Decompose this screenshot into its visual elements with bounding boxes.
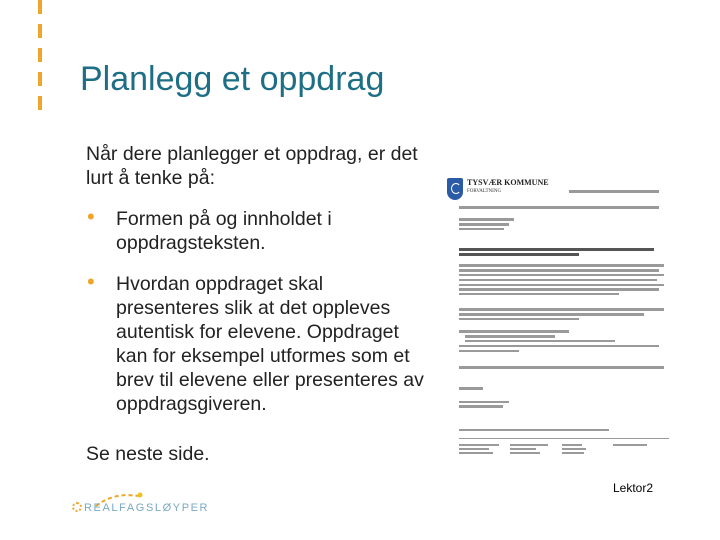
bullet-item (86, 269, 426, 416)
letter-footer (459, 438, 669, 456)
lektor-label: Lektor2 (613, 481, 654, 495)
slide-body (86, 142, 426, 433)
letter-signature-block (459, 385, 539, 410)
logo-text: REALFAGSLØYPER (84, 502, 210, 514)
decorative-dashes (38, 0, 44, 115)
letter-municipality: TYSVÆR KOMMUNE (467, 178, 549, 187)
bullet-text: Formen på og innholdet i oppdragsteksten. (116, 208, 332, 254)
slide-title: Planlegg et oppdrag (80, 60, 385, 98)
letter-department: FORVALTNING (467, 189, 502, 194)
gear-icon (72, 502, 82, 512)
bullet-text: Hvordan oppdraget skal presenteres slik at det oppleves autentisk for elevene. Oppdraget kan for eksempel utformes som et brev til elevene eller presenteres av oppdragsgiveren. (116, 273, 424, 415)
letter-image (447, 170, 672, 470)
letter-paragraph (459, 306, 669, 323)
letter-header (447, 174, 672, 204)
letter-address (459, 216, 669, 233)
next-page-note: Se neste side. (86, 443, 210, 465)
letter-meta-line (459, 204, 669, 211)
bullet-list (86, 204, 426, 416)
letter-subject (459, 246, 669, 258)
letter-list (459, 328, 669, 354)
realfagsloyper-logo (72, 488, 210, 524)
letter-dates-block (569, 188, 659, 195)
bullet-dot-icon: • (87, 269, 95, 294)
letter-paragraph (459, 364, 669, 371)
bullet-item (86, 204, 426, 255)
letter-footnote (459, 427, 669, 433)
letter-paragraph (459, 262, 669, 298)
intro-text: Når dere planlegger et oppdrag, er det lurt å tenke på: (86, 143, 418, 189)
municipality-crest-icon (447, 178, 463, 200)
bullet-dot-icon: • (87, 204, 95, 229)
